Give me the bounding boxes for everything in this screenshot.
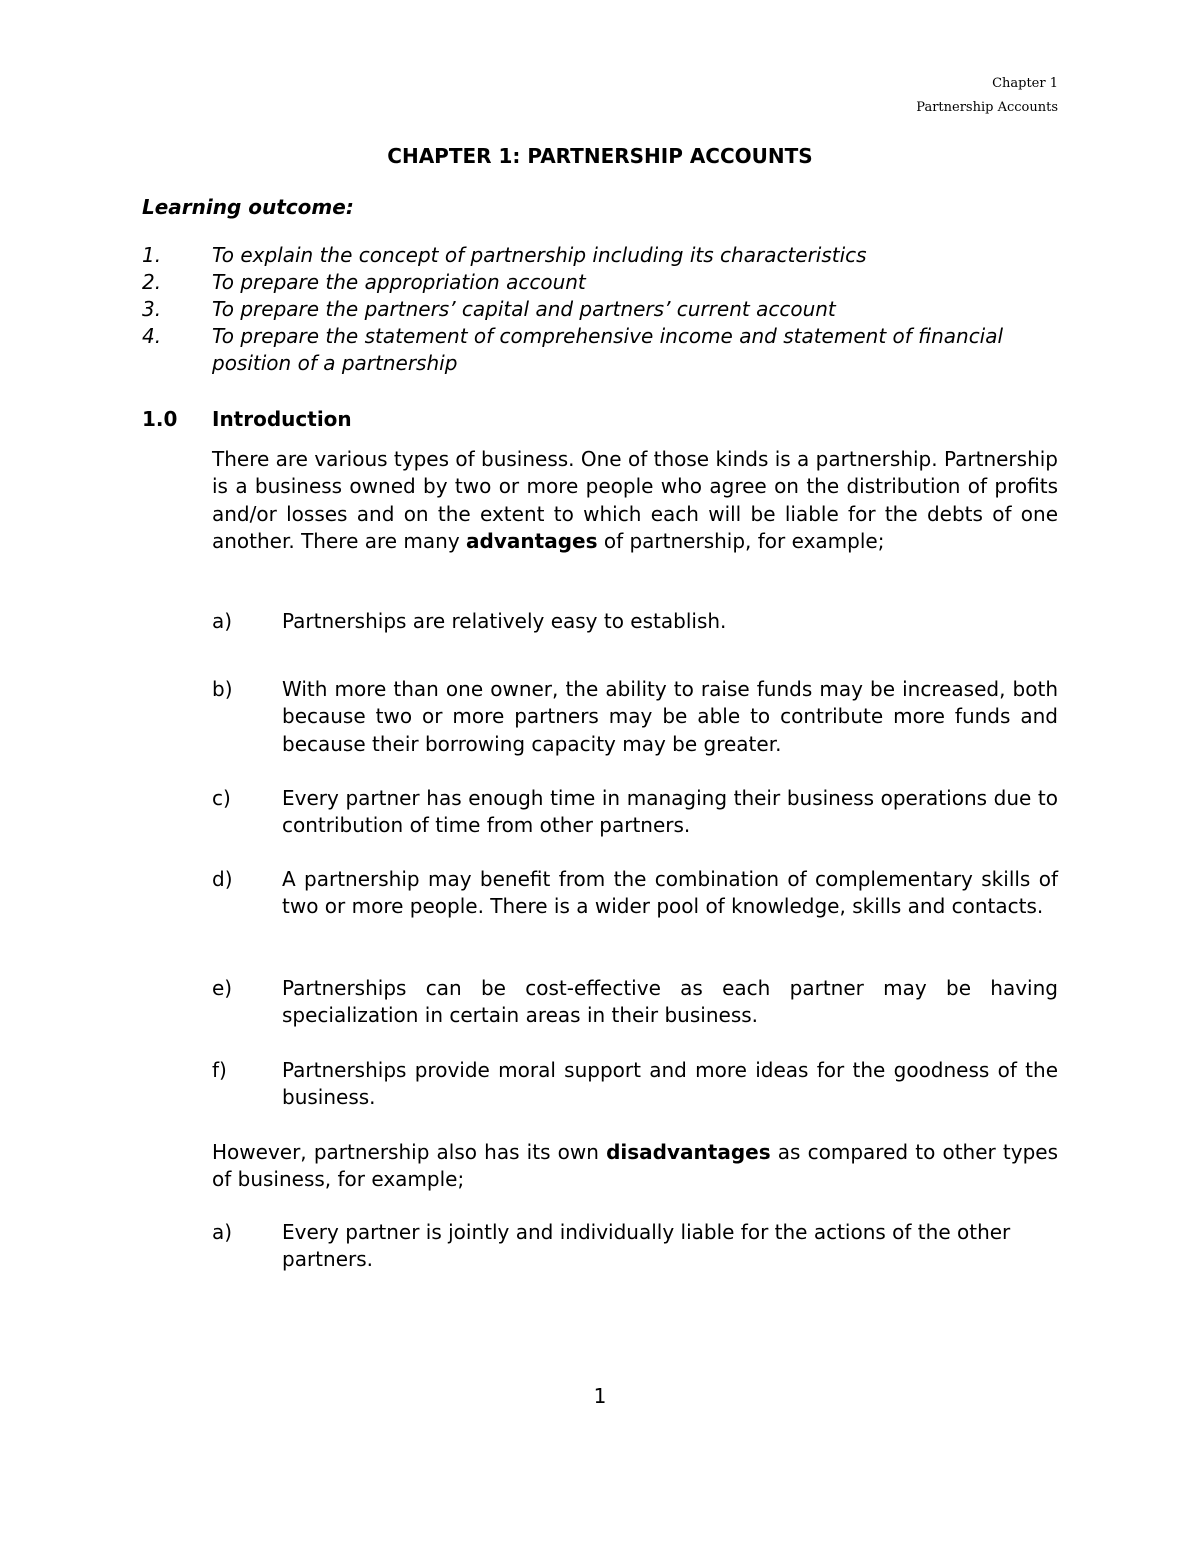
item-text: To explain the concept of partnership including its characteristics — [212, 243, 867, 267]
advantage-item — [212, 785, 1058, 840]
item-number: 2. — [142, 270, 162, 294]
item-number: 4. — [142, 324, 162, 348]
section-title: Introduction — [212, 407, 352, 431]
disadvantages-keyword: disadvantages — [606, 1140, 771, 1164]
page-number: 1 — [593, 1384, 607, 1408]
item-number: 1. — [142, 243, 162, 267]
item-text: Partnerships provide moral support and more ideas for the goodness of the business. — [282, 1058, 1058, 1110]
item-text: Every partner is jointly and individually liable for the actions of the other partners. — [282, 1220, 1011, 1272]
header-topic: Partnership Accounts — [916, 100, 1058, 115]
intro-paragraph — [212, 446, 1058, 556]
header-chapter: Chapter 1 — [992, 76, 1058, 91]
item-letter: a) — [212, 609, 233, 633]
item-text: To prepare the partners’ capital and partners’ current account — [212, 297, 836, 321]
intro-text-end: of partnership, for example; — [603, 529, 885, 554]
intro-text-start: There are various types of business. One of those kinds is a partnership. Partnership is a business owned by two or more people who agree on the distribution of profits and/or losses and on the extent to which each will be liable for the debts of one another. There are many — [212, 447, 1058, 554]
item-letter: e) — [212, 976, 233, 1000]
running-header — [916, 72, 1058, 120]
item-letter: a) — [212, 1220, 233, 1244]
item-text: Partnerships are relatively easy to establish. — [282, 609, 727, 633]
item-letter: d) — [212, 867, 233, 891]
advantage-item — [212, 608, 1058, 635]
item-text: To prepare the statement of comprehensive income and statement of financial position of a partnership — [212, 324, 1004, 375]
learning-outcome-item — [142, 323, 1042, 377]
learning-outcome-list — [142, 242, 1042, 377]
however-text-start: However, partnership also has its own — [212, 1140, 599, 1164]
item-number: 3. — [142, 297, 162, 321]
advantage-item — [212, 866, 1058, 921]
learning-outcome-item — [142, 269, 1042, 296]
disadvantages-intro-paragraph — [212, 1139, 1058, 1194]
item-text: A partnership may benefit from the combination of complementary skills of two or more people. There is a wider pool of knowledge, skills and contacts. — [282, 867, 1058, 919]
however-text-end: as compared to other types of business, for example; — [212, 1140, 1059, 1192]
advantage-item — [212, 975, 1058, 1030]
item-letter: b) — [212, 677, 233, 701]
disadvantage-item — [212, 1219, 1024, 1274]
advantages-keyword: advantages — [466, 529, 598, 554]
learning-outcome-item — [142, 296, 1042, 323]
learning-outcome-item — [142, 242, 1042, 269]
section-heading — [142, 405, 352, 433]
item-letter: c) — [212, 786, 231, 810]
advantage-item — [212, 676, 1058, 758]
section-number: 1.0 — [142, 407, 178, 431]
item-text: To prepare the appropriation account — [212, 270, 586, 294]
advantage-item — [212, 1057, 1058, 1112]
chapter-title: CHAPTER 1: PARTNERSHIP ACCOUNTS — [387, 144, 813, 168]
item-text: Every partner has enough time in managing their business operations due to contribution of time from other partners. — [282, 786, 1058, 838]
item-letter: f) — [212, 1058, 227, 1082]
item-text: With more than one owner, the ability to raise funds may be increased, both because two or more partners may be able to contribute more funds and because their borrowing capacity may be greater. — [282, 677, 1058, 756]
learning-outcome-heading: Learning outcome: — [142, 195, 354, 219]
item-text: Partnerships can be cost-effective as each partner may be having specialization in certain areas in their business. — [282, 976, 1058, 1028]
